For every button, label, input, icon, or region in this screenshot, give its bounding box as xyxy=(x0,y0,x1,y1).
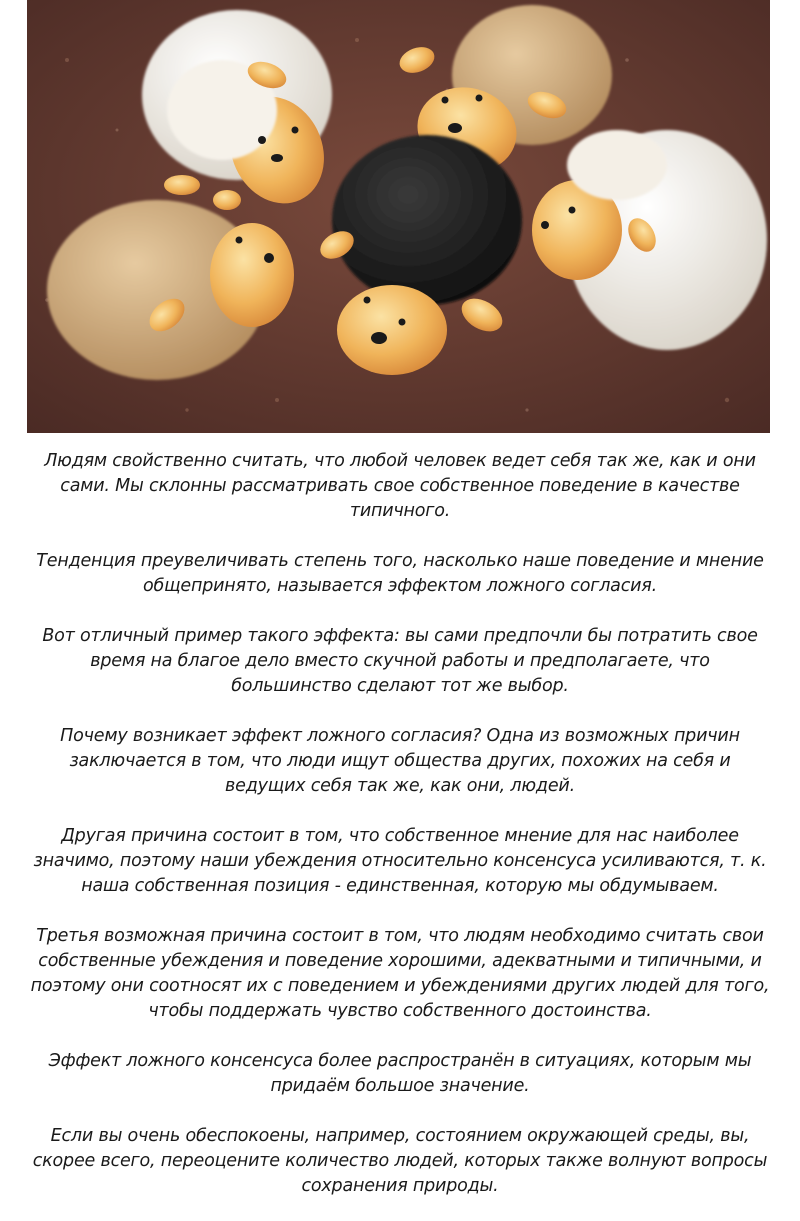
paragraph: Людям свойственно считать, что любой человек ведет себя так же, как и они сами. Мы склонны рассматривать свое собственное поведение в качестве типичного. xyxy=(44,451,756,521)
paragraph: Эффект ложного консенсуса более распространён в ситуациях, которым мы придаём большое значение. xyxy=(48,1051,752,1096)
article-text xyxy=(30,449,770,1199)
sheep-illustration xyxy=(27,0,770,433)
paragraph: Если вы очень обеспокоены, например, состоянием окружающей среды, вы, скорее всего, переоцените количество людей, которых также волнуют вопросы сохранения природы. xyxy=(32,1126,768,1196)
paragraph: Почему возникает эффект ложного согласия? Одна из возможных причин заключается в том, что люди ищут общества других, похожих на себя и ведущих себя так же, как они, людей. xyxy=(60,726,740,796)
paragraph: Третья возможная причина состоит в том, что людям необходимо считать свои собственные убеждения и поведение хорошими, адекватными и типичными, и поэтому они соотносят их с поведением и убеждениями других людей для того, чтобы поддержать чувство собственного достоинства. xyxy=(30,926,770,1021)
paragraph: Другая причина состоит в том, что собственное мнение для нас наиболее значимо, поэтому наши убеждения относительно консенсуса усиливаются, т. к. наша собственная позиция - единственная, которую мы обдумываем. xyxy=(33,826,767,896)
paragraph: Вот отличный пример такого эффекта: вы сами предпочли бы потратить свое время на благое дело вместо скучной работы и предполагаете, что большинство сделают тот же выбор. xyxy=(42,626,758,696)
paragraph: Тенденция преувеличивать степень того, насколько наше поведение и мнение общепринято, называется эффектом ложного согласия. xyxy=(36,551,764,596)
sheep-photo xyxy=(27,0,770,433)
